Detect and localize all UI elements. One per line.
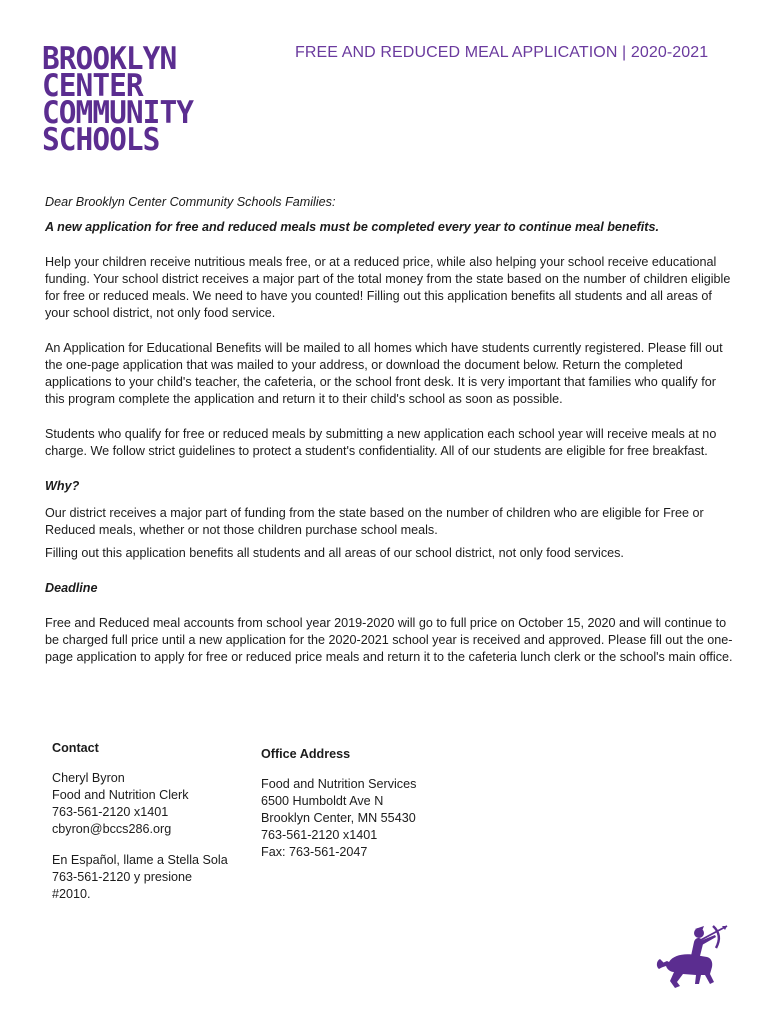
logo-line-3: COMMUNITY: [42, 95, 194, 131]
salutation: Dear Brooklyn Center Community Schools Families:: [45, 195, 336, 209]
letter-body: [45, 194, 735, 666]
office-heading: Office Address: [261, 747, 351, 761]
spanish-line-3: #2010.: [52, 887, 91, 901]
logo-line-2: CENTER: [42, 68, 143, 104]
spanish-line-1: En Español, llame a Stella Sola: [52, 853, 228, 867]
district-logo: [42, 41, 242, 158]
contact-phone: 763-561-2120 x1401: [52, 805, 169, 819]
why-paragraph-1: Our district receives a major part of funding from the state based on the number of children who are eligible for Free or Reduced meals, whether or not those children purchase school meals.: [45, 506, 704, 537]
spanish-line-2: 763-561-2120 y presione: [52, 870, 193, 884]
office-line-1: Food and Nutrition Services: [261, 777, 417, 791]
paragraph-1: Help your children receive nutritious meals free, or at a reduced price, while also helping your school receive educational funding. Your school district receives a major part of the total money from the state based on the number of children eligible for free or reduced meals. We need to have you counted! Filling out this application benefits all students and all areas of your school district, not only food service.: [45, 255, 731, 320]
contact-section: [52, 740, 252, 903]
paragraph-2: An Application for Educational Benefits will be mailed to all homes which have students currently registered. Please fill out the one-page application that was mailed to your address, or download the document below. Return the completed applications to your child's teacher, the cafeteria, or the school front desk. It is very important that families who qualify for this program complete the application and return it to their child's school as soon as possible.: [45, 341, 723, 406]
contact-heading: Contact: [52, 741, 99, 755]
why-heading: Why?: [45, 479, 80, 493]
contact-title: Food and Nutrition Clerk: [52, 788, 189, 802]
logo-line-1: BROOKLYN: [42, 41, 177, 77]
office-line-5: Fax: 763-561-2047: [261, 845, 368, 859]
centaur-archer-icon: [655, 922, 733, 990]
contact-name: Cheryl Byron: [52, 771, 125, 785]
paragraph-3: Students who qualify for free or reduced meals by submitting a new application each school year will receive meals at no charge. We follow strict guidelines to protect a student's confidentiality. All of our students are eligible for free breakfast.: [45, 427, 717, 458]
office-line-3: Brooklyn Center, MN 55430: [261, 811, 416, 825]
logo-line-4: SCHOOLS: [42, 122, 160, 158]
office-address-section: [261, 746, 501, 861]
lead-statement: A new application for free and reduced meals must be completed every year to continue meal benefits.: [45, 220, 660, 234]
office-line-2: 6500 Humboldt Ave N: [261, 794, 384, 808]
office-line-4: 763-561-2120 x1401: [261, 828, 378, 842]
deadline-heading: Deadline: [45, 581, 98, 595]
page-title: FREE AND REDUCED MEAL APPLICATION | 2020-2021: [295, 44, 709, 61]
deadline-paragraph: Free and Reduced meal accounts from school year 2019-2020 will go to full price on October 15, 2020 and will continue to be charged full price until a new application for the 2020-2021 school year is received and approved. Please fill out the one-page application to apply for free or reduced price meals and return it to the cafeteria lunch clerk or the school's main office.: [45, 616, 733, 664]
contact-email[interactable]: cbyron@bccs286.org: [52, 822, 172, 836]
why-paragraph-2: Filling out this application benefits all students and all areas of our school district, not only food services.: [45, 546, 624, 560]
